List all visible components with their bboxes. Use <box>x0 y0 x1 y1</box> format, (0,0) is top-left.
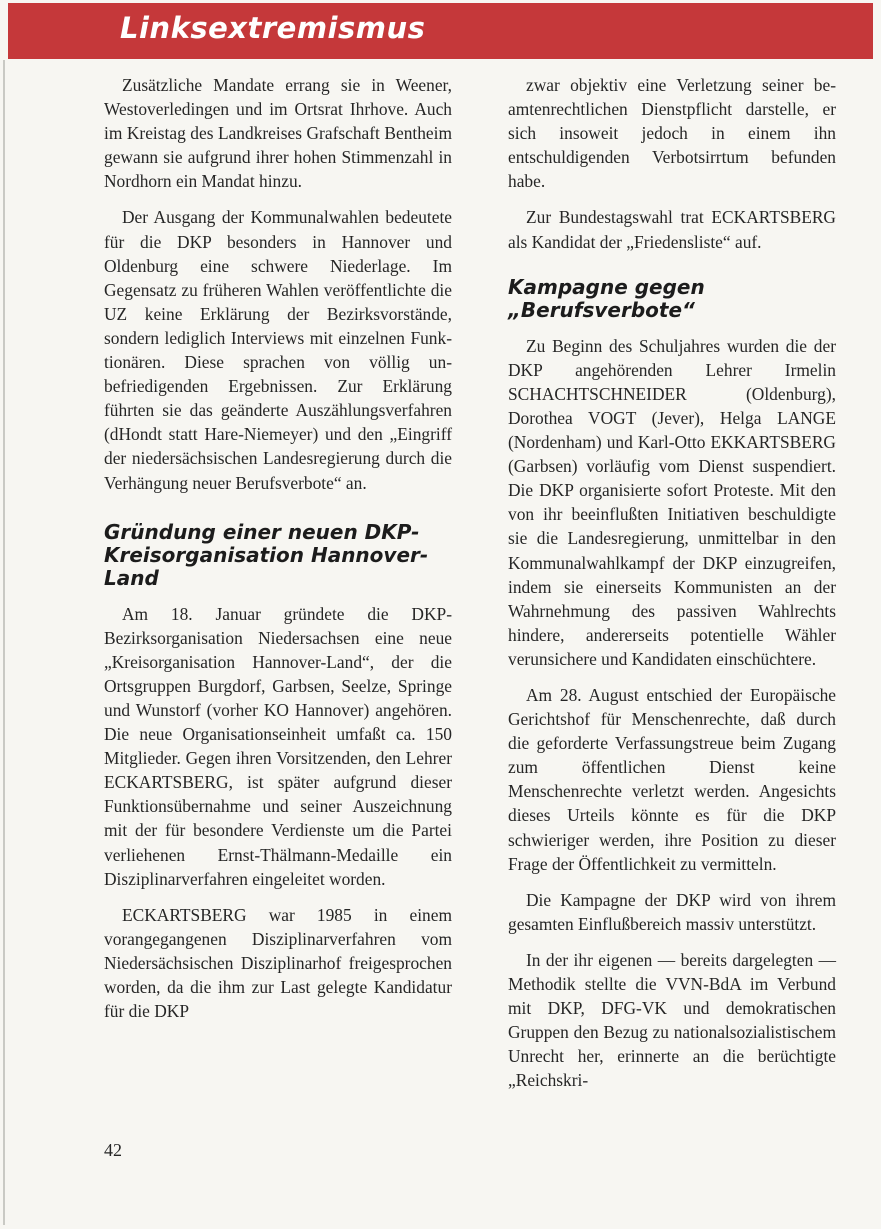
page-edge-rule <box>3 60 5 1225</box>
section-heading-berufsverbote: Kampagne gegen „Berufsverbote“ <box>508 274 705 322</box>
paragraph: Zu Beginn des Schuljahres wurden die der DKP angehörenden Lehrer Irmelin SCHACHTSCHNEIDER (Oldenburg), Dorothea VOGT (Jever), Helga LANGE (Nordenham) und Karl-Otto EKKARTSBERG (Garbsen) vorläufig vom Dienst suspendiert. Die DKP organisierte sofort Proteste. Mit den von ihr beeinflußten Initiativen beschuldigte sie die Landesregierung, unmittelbar in den Kommunalwahlkampf der DKP einzugreifen, indem sie einerseits Kommunisten an der Wahrnehmung des passiven Wahlrechts hindere, andererseits potentielle Wähler verunsichere und Kandidaten einschüchtere. <box>508 335 836 669</box>
right-column <box>508 73 836 1104</box>
paragraph: Am 28. August entschied der Europäische Gerichtshof für Menschenrechte, daß durch die geforderte Verfassungstreue beim Zugang zum öffentlichen Dienst keine Menschenrechte verletzt werden. Angesichts dieses Urteils könnte es für die DKP schwieriger werden, ihre Position zu dieser Frage der Öffentlichkeit zu vermitteln. <box>508 684 836 874</box>
paragraph: Der Ausgang der Kommunalwahlen bedeutete für die DKP besonders in Hannover und Oldenburg eine schwere Niederlage. Im Gegensatz zu früheren Wahlen veröffentlichte die UZ keine Erklärung der Bezirksvorstände, sondern lediglich Interviews mit einzelnen Funktionären. Diese sprachen von völlig unbefriedigenden Ergebnissen. Zur Erklärung führten sie das geänderte Auszählungsverfahren (dHondt statt Hare-Niemeyer) und den „Eingriff der niedersächsischen Landesregierung durch die Verhängung neuer Berufsverbote“ an. <box>104 207 452 493</box>
paragraph: Zusätzliche Mandate errang sie in Weener, Westoverledingen und im Ortsrat Ihrhove. Auch im Kreistag des Landkreises Grafschaft Bentheim gewann sie aufgrund ihrer hohen Stimmenzahl in Nordhorn ein Mandat hinzu. <box>104 75 452 192</box>
paragraph: Am 18. Januar gründete die DKP-Bezirksorganisation Niedersachsen eine neue „Kreisorganisation Hannover-Land“, der die Ortsgruppen Burgdorf, Garbsen, Seelze, Springe und Wunstorf (vorher KO Hannover) angehören. Die neue Organisationseinheit umfaßt ca. 150 Mitglieder. Gegen ihren Vorsitzenden, den Lehrer ECKARTSBERG, ist später aufgrund dieser Funktionsübernahme und seiner Auszeichnung mit der für besondere Verdienste um die Partei verliehenen Ernst-Thälmann-Medaille ein Disziplinarverfahren eingeleitet worden. <box>104 603 452 889</box>
section-title: Linksextremismus <box>120 11 426 45</box>
paragraph: Die Kampagne der DKP wird von ihrem gesamten Einflußbereich massiv unterstützt. <box>508 889 836 934</box>
page-number: 42 <box>104 1140 122 1160</box>
paragraph: zwar objektiv eine Verletzung seiner beamtenrechtlichen Dienstpflicht darstelle, er sich insoweit jedoch in einem ihn entschuldigenden Verbotsirrtum befunden habe. <box>508 75 836 192</box>
header-bar <box>8 3 873 59</box>
paragraph: Zur Bundestagswahl trat ECKARTSBERG als Kandidat der „Friedensliste“ auf. <box>508 207 836 252</box>
paragraph: ECKARTSBERG war 1985 in einem vorangegangenen Disziplinarverfahren vom Niedersächsischen Disziplinarhof freigesprochen worden, da die ihm zur Last gelegte Kandidatur für die DKP <box>104 904 452 1022</box>
left-column <box>104 73 452 1035</box>
section-heading-kreisorganisation: Gründung einer neuen DKP-Kreisorganisation Hannover-Land <box>104 519 429 590</box>
paragraph: In der ihr eigenen — bereits dargelegten — Methodik stellte die VVN-BdA im Verbund mit DKP, DFG-VK und demokratischen Gruppen den Bezug zu nationalsozialistischem Unrecht her, erinnerte an die berüchtigte „Reichskri- <box>508 949 836 1091</box>
